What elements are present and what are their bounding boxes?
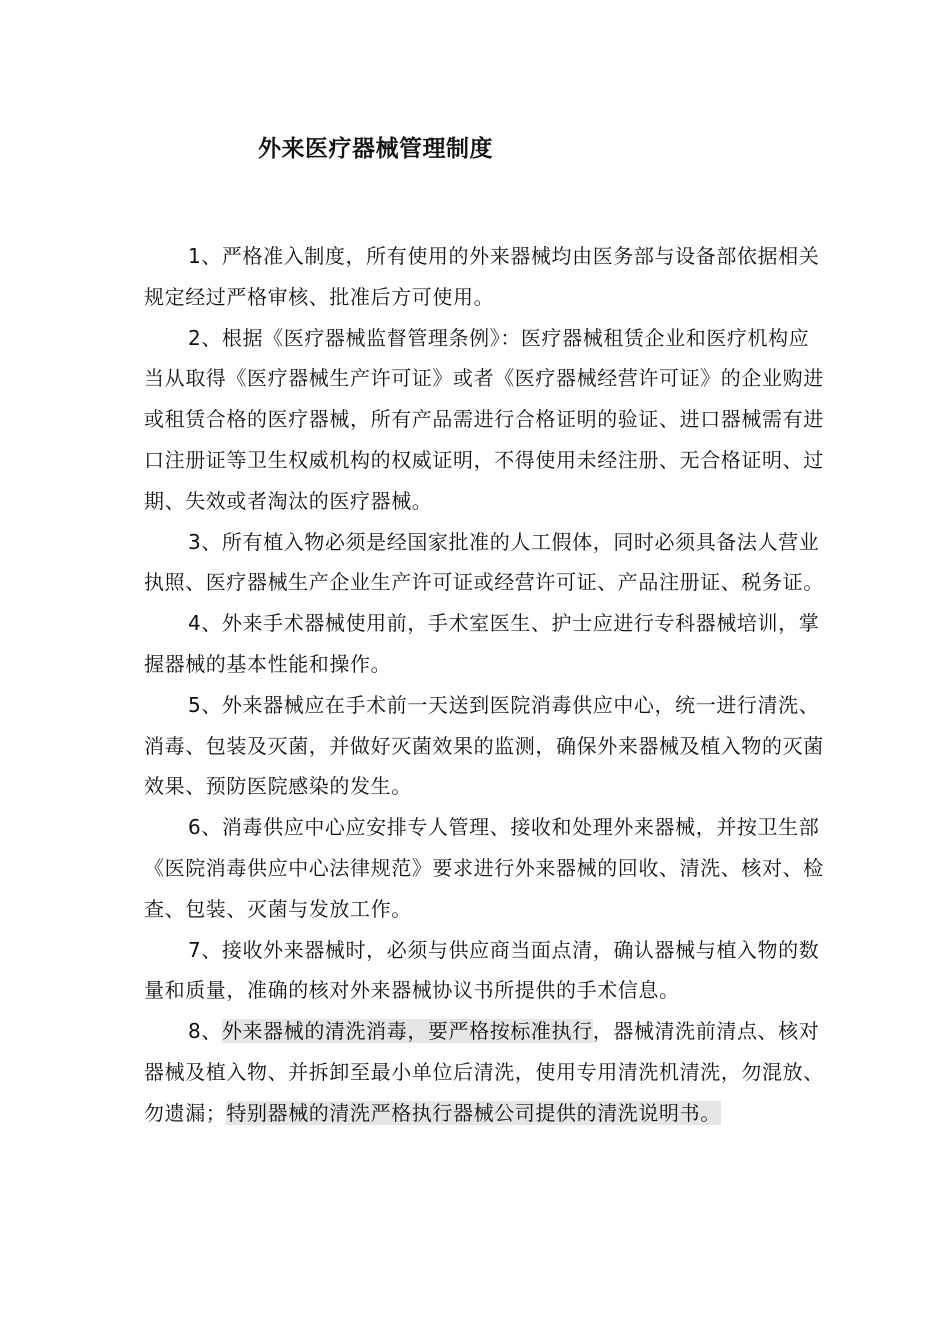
clause-8-highlight-2: 特别器械的清洗严格执行器械公司提供的清洗说明书。 — [226, 1100, 721, 1125]
clause-8 — [144, 1011, 824, 1133]
clause-6: 6、消毒供应中心应安排专人管理、接收和处理外来器械，并按卫生部《医院消毒供应中心法律规范》要求进行外来器械的回收、清洗、核对、检查、包装、灭菌与发放工作。 — [144, 815, 824, 921]
clause-8-highlight-1: 外来器械的清洗消毒，要严格按标准执行 — [221, 1019, 593, 1044]
clause-7: 7、接收外来器械时，必须与供应商当面点清，确认器械与植入物的数量和质量，准确的核对外来器械协议书所提供的手术信息。 — [144, 937, 820, 1003]
clause-3: 3、所有植入物必须是经国家批准的人工假体，同时必须具备法人营业执照、医疗器械生产企业生产许可证或经营许可证、产品注册证、税务证。 — [144, 529, 824, 595]
document-body — [144, 236, 824, 1134]
clause-4: 4、外来手术器械使用前，手术室医生、护士应进行专科器械培训，掌握器械的基本性能和操作。 — [144, 611, 820, 676]
clause-1: 1、严格准入制度，所有使用的外来器械均由医务部与设备部依据相关规定经过严格审核、批准后方可使用。 — [144, 244, 820, 309]
clause-5: 5、外来器械应在手术前一天送到医院消毒供应中心，统一进行清洗、消毒、包装及灭菌，并做好灭菌效果的监测，确保外来器械及植入物的灭菌效果、预防医院感染的发生。 — [144, 692, 824, 799]
clause-8-number: 8、 — [188, 1019, 222, 1044]
document-title: 外来医疗器械管理制度 — [258, 136, 493, 162]
clause-8-body: ，器械清洗前清点、核对器械及植入物、并拆卸至最小单位后清洗，使用专用清洗机清洗，勿混放、勿遗漏； — [144, 1019, 824, 1125]
clause-2: 2、根据《医疗器械监督管理条例》：医疗器械租赁企业和医疗机构应当从取得《医疗器械生产许可证》或者《医疗器械经营许可证》的企业购进或租赁合格的医疗器械，所有产品需进行合格证明的验证、进口器械需有进口注册证等卫生权威机构的权威证明，不得使用未经注册、无合格证明、过期、失效或者淘汰的医疗器械。 — [144, 325, 824, 513]
